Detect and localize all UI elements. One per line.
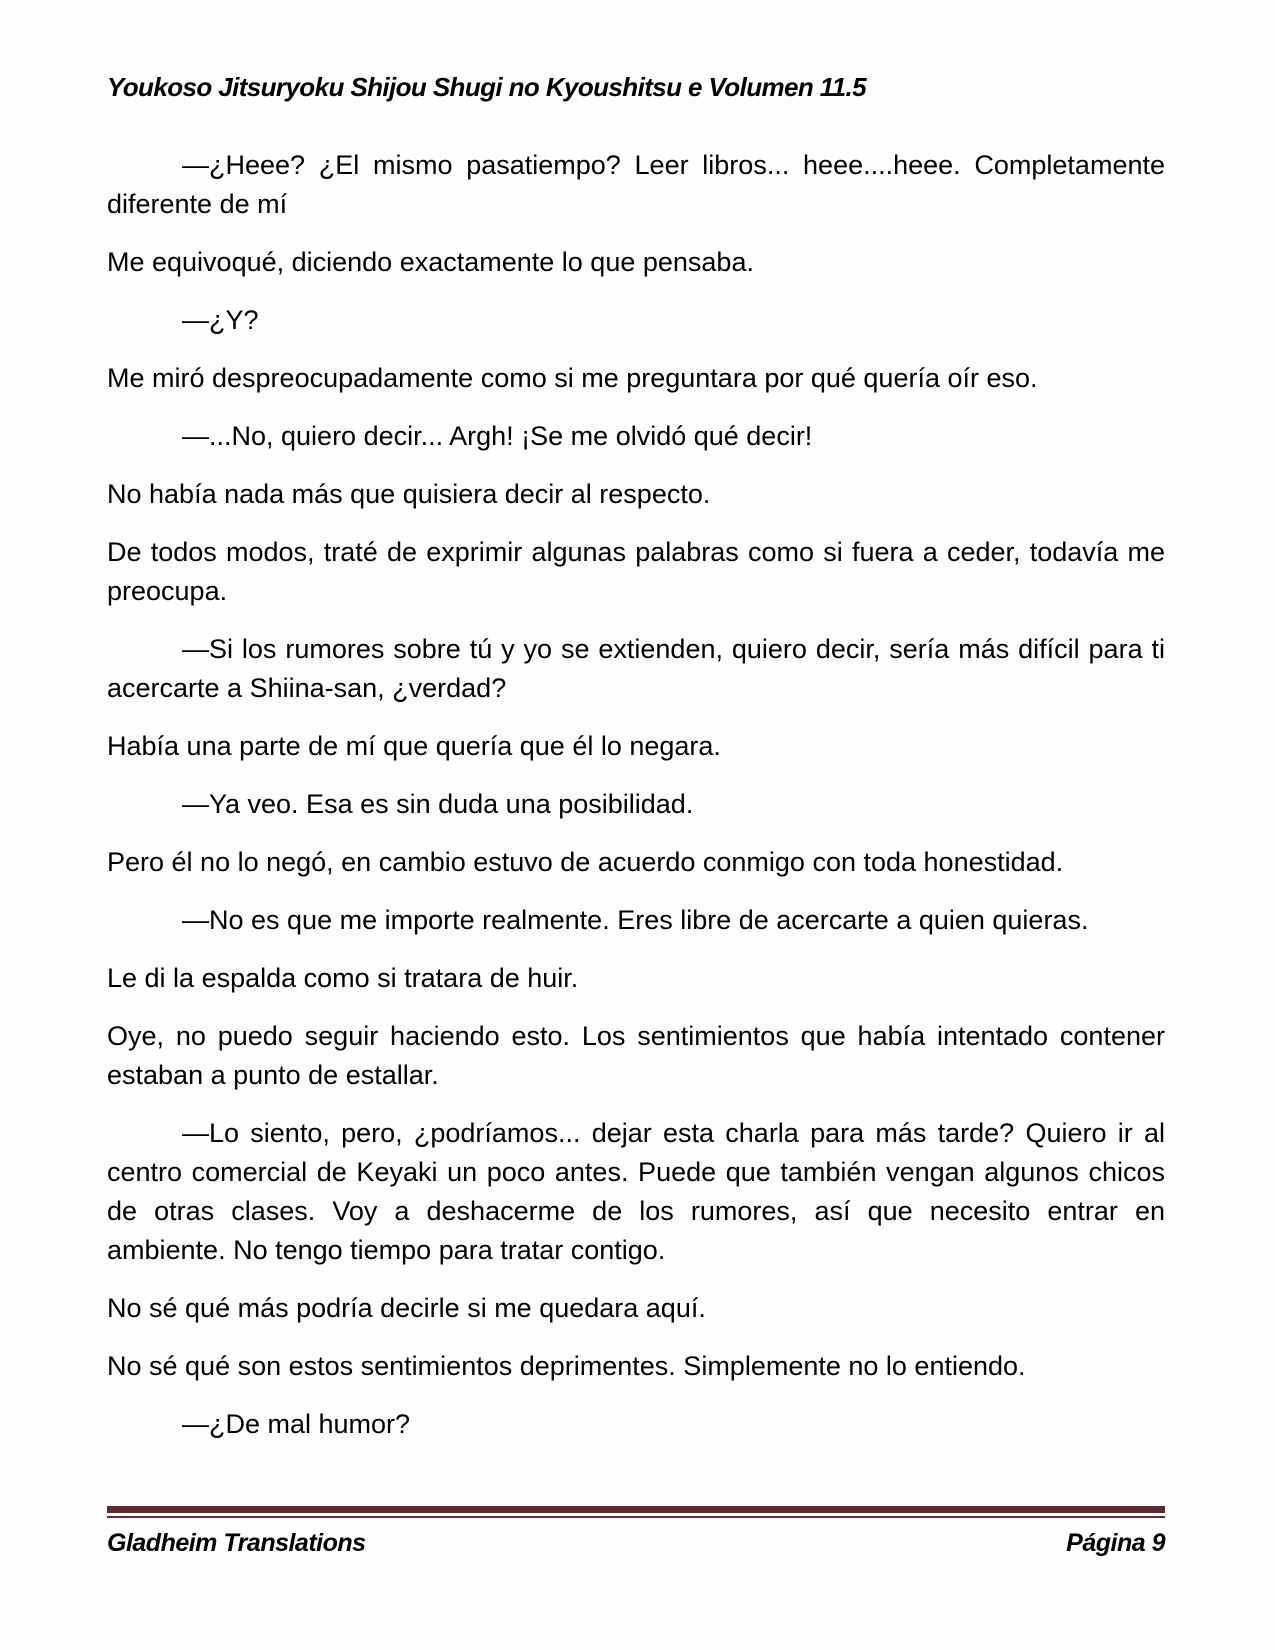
paragraph-dialogue: —No es que me importe realmente. Eres libre de acercarte a quien quieras. bbox=[182, 905, 1089, 935]
footer-row bbox=[107, 1529, 1165, 1558]
footer-page-number: Página 9 bbox=[1066, 1529, 1165, 1557]
page-header-title: Youkoso Jitsuryoku Shijou Shugi no Kyoushitsu e Volumen 11.5 bbox=[107, 72, 867, 102]
paragraph: Me miró despreocupadamente como si me preguntara por qué quería oír eso. bbox=[107, 363, 1038, 393]
paragraph-dialogue: —...No, quiero decir... Argh! ¡Se me olvidó qué decir! bbox=[182, 421, 813, 451]
paragraph: No sé qué son estos sentimientos deprimentes. Simplemente no lo entiendo. bbox=[107, 1351, 1026, 1381]
paragraph-dialogue: —Si los rumores sobre tú y yo se extienden, quiero decir, sería más difícil para ti acercarte a Shiina-san, ¿verdad? bbox=[107, 634, 1165, 703]
paragraph-dialogue: —¿Y? bbox=[182, 305, 259, 335]
paragraph: Pero él no lo negó, en cambio estuvo de acuerdo conmigo con toda honestidad. bbox=[107, 847, 1064, 877]
document-body bbox=[107, 146, 1165, 1444]
paragraph: De todos modos, traté de exprimir algunas palabras como si fuera a ceder, todavía me preocupa. bbox=[107, 537, 1165, 606]
paragraph-dialogue: —Lo siento, pero, ¿podríamos... dejar esta charla para más tarde? Quiero ir al centro comercial de Keyaki un poco antes. Puede que también vengan algunos chicos de otras clases. Voy a deshacerme de los rumores, así que necesito entrar en ambiente. No tengo tiempo para tratar contigo. bbox=[107, 1118, 1165, 1265]
paragraph: Oye, no puedo seguir haciendo esto. Los sentimientos que había intentado contener estaban a punto de estallar. bbox=[107, 1021, 1165, 1090]
footer-rule-thin bbox=[107, 1516, 1165, 1518]
page-footer bbox=[107, 1506, 1165, 1558]
footer-brand: Gladheim Translations bbox=[107, 1529, 366, 1557]
paragraph-dialogue: —¿Heee? ¿El mismo pasatiempo? Leer libros... heee....heee. Completamente diferente de mí bbox=[107, 150, 1165, 219]
paragraph: Me equivoqué, diciendo exactamente lo que pensaba. bbox=[107, 247, 754, 277]
paragraph-dialogue: —Ya veo. Esa es sin duda una posibilidad. bbox=[182, 789, 694, 819]
paragraph-dialogue: —¿De mal humor? bbox=[182, 1409, 411, 1439]
footer-rule-thick bbox=[107, 1506, 1165, 1513]
paragraph: No sé qué más podría decirle si me quedara aquí. bbox=[107, 1293, 706, 1323]
paragraph: No había nada más que quisiera decir al respecto. bbox=[107, 479, 711, 509]
paragraph: Le di la espalda como si tratara de huir. bbox=[107, 963, 579, 993]
paragraph: Había una parte de mí que quería que él lo negara. bbox=[107, 731, 721, 761]
